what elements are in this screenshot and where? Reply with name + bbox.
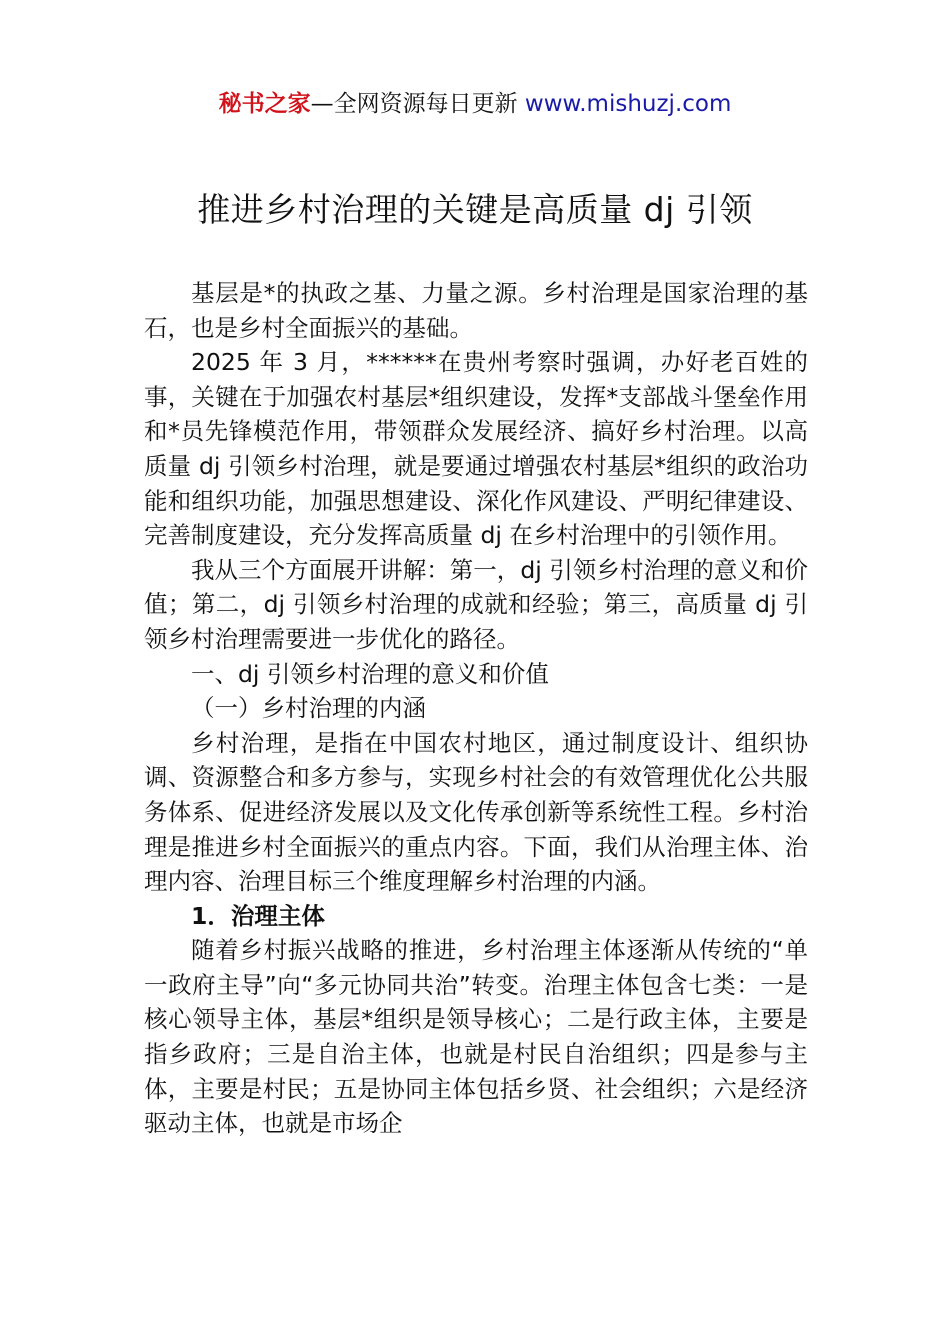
item-heading: 1．治理主体 xyxy=(191,901,325,930)
site-tagline: —全网资源每日更新 xyxy=(310,91,525,117)
document-body xyxy=(144,276,808,1141)
paragraph: 随着乡村振兴战略的推进，乡村治理主体逐渐从传统的“单一政府主导”向“多元协同共治”转变。治理主体包含七类：一是核心领导主体，基层*组织是领导核心；二是行政主体，主要是指乡政府；三是自治主体，也就是村民自治组织；四是参与主体，主要是村民；五是协同主体包括乡贤、社会组织；六是经济驱动主体，也就是市场企 xyxy=(144,936,808,1138)
paragraph: 我从三个方面展开讲解：第一，dj 引领乡村治理的意义和价值；第二，dj 引领乡村治理的成就和经验；第三，高质量 dj 引领乡村治理需要进一步优化的路径。 xyxy=(144,555,808,653)
paragraph: 乡村治理，是指在中国农村地区，通过制度设计、组织协调、资源整合和多方参与，实现乡村社会的有效管理优化公共服务体系、促进经济发展以及文化传承创新等系统性工程。乡村治理是推进乡村全面振兴的重点内容。下面，我们从治理主体、治理内容、治理目标三个维度理解乡村治理的内涵。 xyxy=(144,728,808,896)
paragraph: 2025 年 3 月，******在贵州考察时强调，办好老百姓的事，关键在于加强农村基层*组织建设，发挥*支部战斗堡垒作用和*员先锋模范作用，带领群众发展经济、搞好乡村治理。以高质量 dj 引领乡村治理，就是要通过增强农村基层*组织的政治功能和组织功能，加强思想建设、深化作风建设、严明纪律建设、完善制度建设，充分发挥高质量 dj 在乡村治理中的引领作用。 xyxy=(144,348,808,550)
site-url-link[interactable]: www.mishuzj.com xyxy=(524,91,732,117)
paragraph: 基层是*的执政之基、力量之源。乡村治理是国家治理的基石，也是乡村全面振兴的基础。 xyxy=(144,279,808,342)
document-title: 推进乡村治理的关键是高质量 dj 引领 xyxy=(197,190,753,229)
site-brand: 秘书之家 xyxy=(218,91,311,117)
section-heading: 一、dj 引领乡村治理的意义和价值 xyxy=(191,659,549,688)
site-header xyxy=(0,86,950,122)
subsection-heading: （一）乡村治理的内涵 xyxy=(191,694,426,723)
